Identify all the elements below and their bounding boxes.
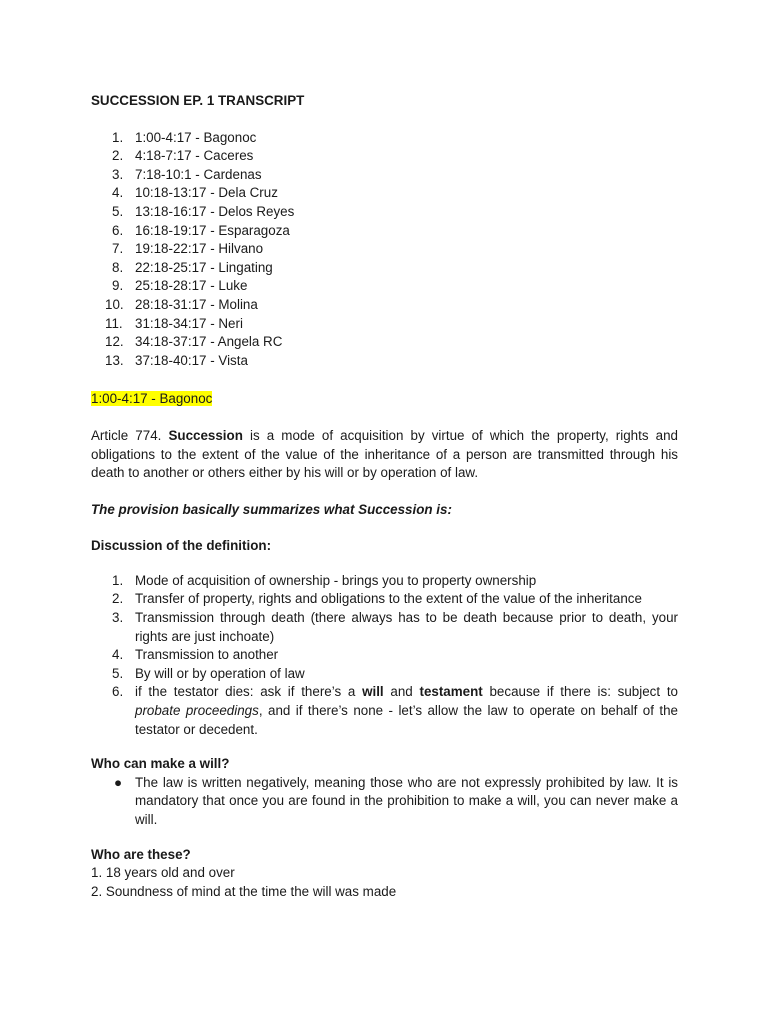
who-are-item: 1. 18 years old and over — [91, 865, 235, 881]
discussion-heading: Discussion of the definition: — [91, 538, 272, 554]
list-item: 2. 4:18-7:17 - Caceres — [112, 148, 254, 164]
list-item: 13. 37:18-40:17 - Vista — [105, 352, 248, 368]
list-item: 2. Transfer of property, rights and obligations to the extent of the value of the inheritance — [112, 591, 642, 607]
list-item: 12. 34:18-37:17 - Angela RC — [105, 334, 283, 350]
list-item: 4. Transmission to another — [112, 647, 279, 663]
list-item: 3. Transmission through death (there always has to be death because prior to death, your rights are just inchoate) — [112, 610, 678, 644]
list-item: 5. By will or by operation of law — [112, 665, 305, 681]
who-are-heading: Who are these? — [91, 846, 191, 862]
list-item: 1. 1:00-4:17 - Bagonoc — [112, 129, 257, 145]
bullet-icon: ● — [114, 774, 123, 790]
list-item: 5. 13:18-16:17 - Delos Reyes — [112, 203, 295, 219]
list-item: 1. Mode of acquisition of ownership - brings you to property ownership — [112, 572, 537, 588]
highlighted-timestamp: 1:00-4:17 - Bagonoc — [91, 391, 213, 407]
list-item: 11. 31:18-34:17 - Neri — [105, 315, 243, 331]
article-paragraph: Article 774. Succession is a mode of acquisition by virtue of which the property, rights and obligations to the extent of the value of the inheritance of a person are transmitted through his death to another or others either by his will or by operation of law. — [91, 427, 678, 481]
summary-line: The provision basically summarizes what Succession is: — [91, 501, 452, 517]
list-item: 8. 22:18-25:17 - Lingating — [112, 259, 273, 275]
who-are-item: 2. Soundness of mind at the time the will was made — [91, 883, 397, 899]
section-heading — [91, 390, 678, 409]
who-can-heading: Who can make a will? — [91, 756, 230, 772]
definition-list — [91, 572, 678, 739]
list-item: 4. 10:18-13:17 - Dela Cruz — [112, 185, 278, 201]
list-item: 6. 16:18-19:17 - Esparagoza — [112, 222, 290, 238]
schedule-list — [91, 129, 678, 371]
document-title: SUCCESSION EP. 1 TRANSCRIPT — [91, 93, 305, 108]
list-item: ● The law is written negatively, meaning those who are not expressly prohibited by law. It is mandatory that once you are found in the prohibition to make a will, you can never make a will. — [114, 774, 678, 827]
list-item: 7. 19:18-22:17 - Hilvano — [112, 241, 264, 257]
succession-term: Succession — [168, 427, 243, 443]
list-item: 10. 28:18-31:17 - Molina — [105, 296, 258, 312]
list-item: 6. if the testator dies: ask if there’s a will and testament because if there is: subject to probate proceedings, and if there’s none - let’s allow the law to operate on behalf of the testator or decedent. — [112, 684, 678, 737]
who-can-list — [91, 774, 678, 830]
list-item: 3. 7:18-10:1 - Cardenas — [112, 166, 262, 182]
document-content — [91, 92, 678, 901]
list-item: 9. 25:18-28:17 - Luke — [112, 278, 248, 294]
